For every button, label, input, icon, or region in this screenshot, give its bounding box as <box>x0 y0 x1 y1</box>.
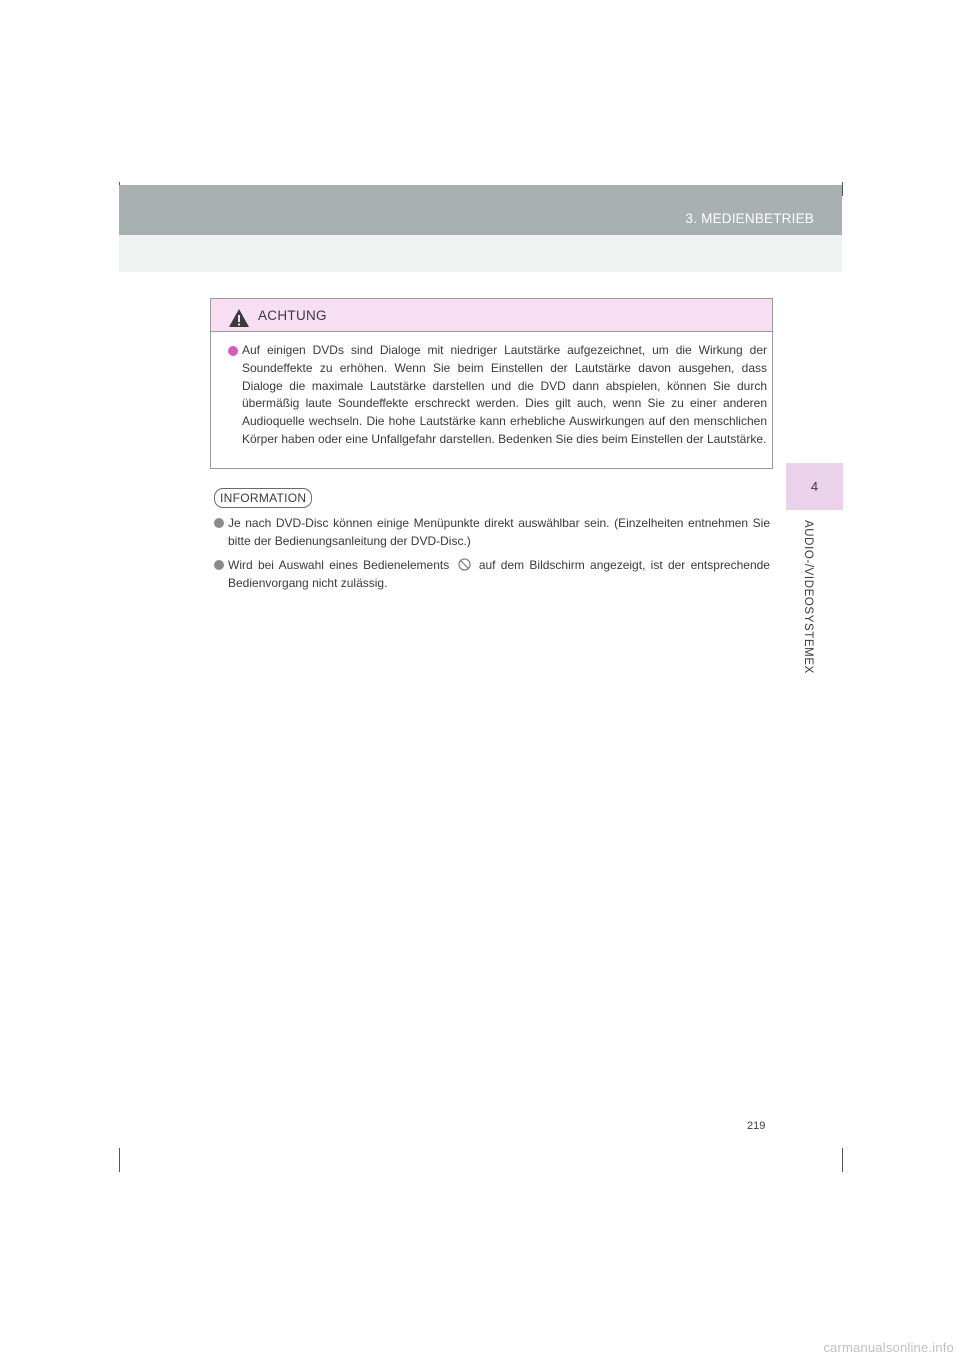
warning-text: Auf einigen DVDs sind Dialoge mit niedriger Lautstärke aufgezeichnet, um die Wirkung der Soundeffekte zu erhöhen. Wenn Sie beim Einstellen der Lautstärke davon ausgehen, dass Dialoge die maximale Lautstärke darstellen und die DVD dann abspielen, können Sie durch übermäßig laute Soundeffekte erschreckt werden. Dies gilt auch, wenn Sie zu einer anderen Audioquelle wechseln. Die hohe Lautstärke kann erhebliche Auswirkungen auf den menschlichen Körper haben oder eine Unfallgefahr darstellen. Bedenken Sie dies beim Einstellen der Lautstärke. <box>242 343 767 446</box>
info-item-text-after: auf dem Bildschirm angezeigt, ist der entsprechende Bedienvorgang nicht zulässig. <box>228 558 770 590</box>
warning-item <box>228 342 767 449</box>
list-item <box>214 556 770 592</box>
header-subbar <box>119 235 842 272</box>
page-header <box>119 185 842 235</box>
section-title: 3. MEDIENBETRIEB <box>685 211 814 226</box>
warning-title: ACHTUNG <box>258 308 327 323</box>
crop-mark <box>842 182 843 196</box>
information-list <box>214 514 770 598</box>
watermark: carmanualsonline.info <box>823 1340 954 1355</box>
page-number: 219 <box>747 1120 766 1132</box>
chapter-number: 4 <box>810 479 819 494</box>
info-item-text-before: Wird bei Auswahl eines Bedienelements <box>228 558 450 572</box>
chapter-tab <box>786 463 843 510</box>
prohibited-icon <box>458 558 471 571</box>
crop-mark <box>119 1148 120 1172</box>
information-badge: INFORMATION <box>214 488 312 508</box>
warning-header <box>211 299 772 332</box>
bullet-icon <box>214 518 224 528</box>
chapter-label: AUDIO-/VIDEOSYSTEMEX <box>802 520 814 674</box>
warning-body <box>211 332 772 449</box>
crop-mark <box>842 1148 843 1172</box>
list-item <box>214 514 770 550</box>
bullet-icon <box>228 346 238 356</box>
warning-box <box>210 298 773 469</box>
info-item-text: Je nach DVD-Disc können einige Menüpunkte direkt auswählbar sein. (Einzelheiten entnehmen Sie bitte der Bedienungsanleitung der DVD-Disc.) <box>228 516 770 548</box>
bullet-icon <box>214 560 224 570</box>
warning-triangle-icon <box>228 308 250 328</box>
